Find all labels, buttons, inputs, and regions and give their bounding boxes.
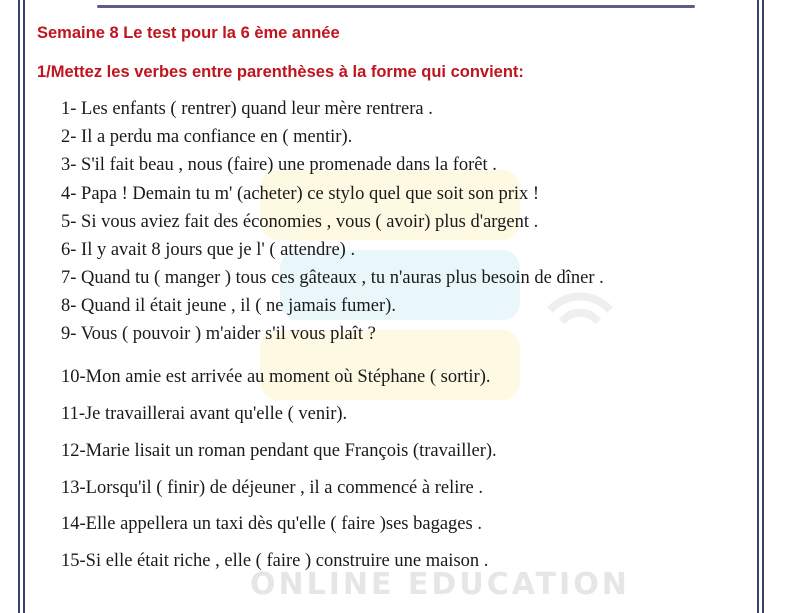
exercise-item-4: 4- Papa ! Demain tu m' (acheter) ce stylo quel que soit son prix !: [61, 184, 540, 204]
right-border-inner: [757, 0, 759, 613]
exercise-item-8: 8- Quand il était jeune , il ( ne jamais fumer).: [61, 296, 396, 316]
exercise-item-15: 15-Si elle était riche , elle ( faire ) construire une maison .: [61, 551, 489, 571]
left-border-outer: [18, 0, 20, 613]
exercise-item-11: 11-Je travaillerai avant qu'elle ( venir).: [61, 404, 348, 424]
exercise-item-7: 7- Quand tu ( manger ) tous ces gâteaux , tu n'auras plus besoin de dîner .: [61, 268, 604, 288]
exercise-item-5: 5- Si vous aviez fait des économies , vous ( avoir) plus d'argent .: [61, 212, 539, 232]
exercise-item-13: 13-Lorsqu'il ( finir) de déjeuner , il a commencé à relire .: [61, 478, 483, 498]
exercise-instruction: 1/Mettez les verbes entre parenthèses à la forme qui convient:: [37, 63, 524, 81]
exercise-item-6: 6- Il y avait 8 jours que je l' ( attendre) .: [61, 240, 356, 260]
exercise-item-12: 12-Marie lisait un roman pendant que François (travailler).: [61, 441, 497, 461]
exercise-item-14: 14-Elle appellera un taxi dès qu'elle ( faire )ses bagages .: [61, 514, 482, 534]
watermark-text: ONLINE EDUCATION: [250, 567, 630, 602]
page-title: Semaine 8 Le test pour la 6 ème année: [37, 24, 340, 42]
exercise-item-9: 9- Vous ( pouvoir ) m'aider s'il vous plaît ?: [61, 324, 376, 344]
top-rule: [97, 5, 695, 8]
exercise-item-10: 10-Mon amie est arrivée au moment où Stéphane ( sortir).: [61, 367, 491, 387]
exercise-item-1: 1- Les enfants ( rentrer) quand leur mère rentrera .: [61, 99, 433, 119]
left-border-inner: [23, 0, 25, 613]
exercise-item-2: 2- Il a perdu ma confiance en ( mentir).: [61, 127, 353, 147]
right-border-outer: [762, 0, 764, 613]
exercise-item-3: 3- S'il fait beau , nous (faire) une promenade dans la forêt .: [61, 155, 497, 175]
